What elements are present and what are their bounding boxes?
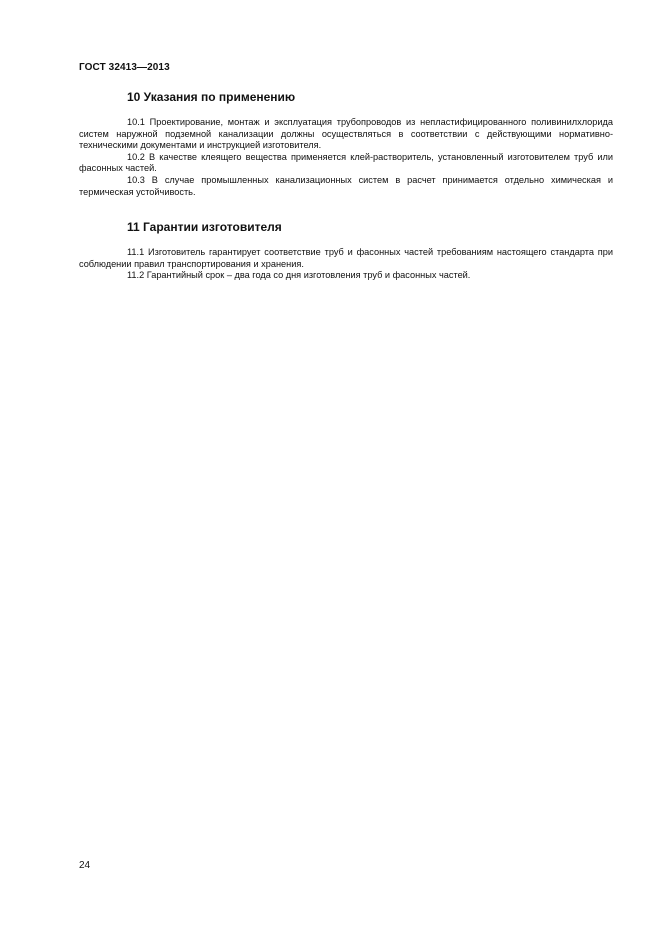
document-code: ГОСТ 32413—2013 [79,62,170,73]
paragraph-11-1: 11.1 Изготовитель гарантирует соответствие труб и фасонных частей требованиям настоящего стандарта при соблюдении правил транспортирования и хранения. [79,247,613,269]
paragraph-11-2: 11.2 Гарантийный срок – два года со дня изготовления труб и фасонных частей. [127,270,471,281]
section-11-manufacturer-warranty [79,220,613,282]
page-number: 24 [79,860,91,871]
section-title: 11 Гарантии изготовителя [127,220,282,234]
section-10-usage-instructions [79,90,613,198]
section-title: 10 Указания по применению [127,90,296,104]
paragraph-10-3: 10.3 В случае промышленных канализационных систем в расчет принимается отдельно химическая и термическая устойчивость. [79,174,613,197]
paragraph-10-2: 10.2 В качестве клеящего вещества применяется клей-растворитель, установленный изготовителем труб или фасонных частей. [79,151,613,174]
paragraph-10-1: 10.1 Проектирование, монтаж и эксплуатация трубопроводов из непластифицированного поливинилхлорида систем наружной подземной канализации должны осуществляться в соответствии с действующими нормативно-техническими документами и инструкцией изготовителя. [79,117,613,151]
